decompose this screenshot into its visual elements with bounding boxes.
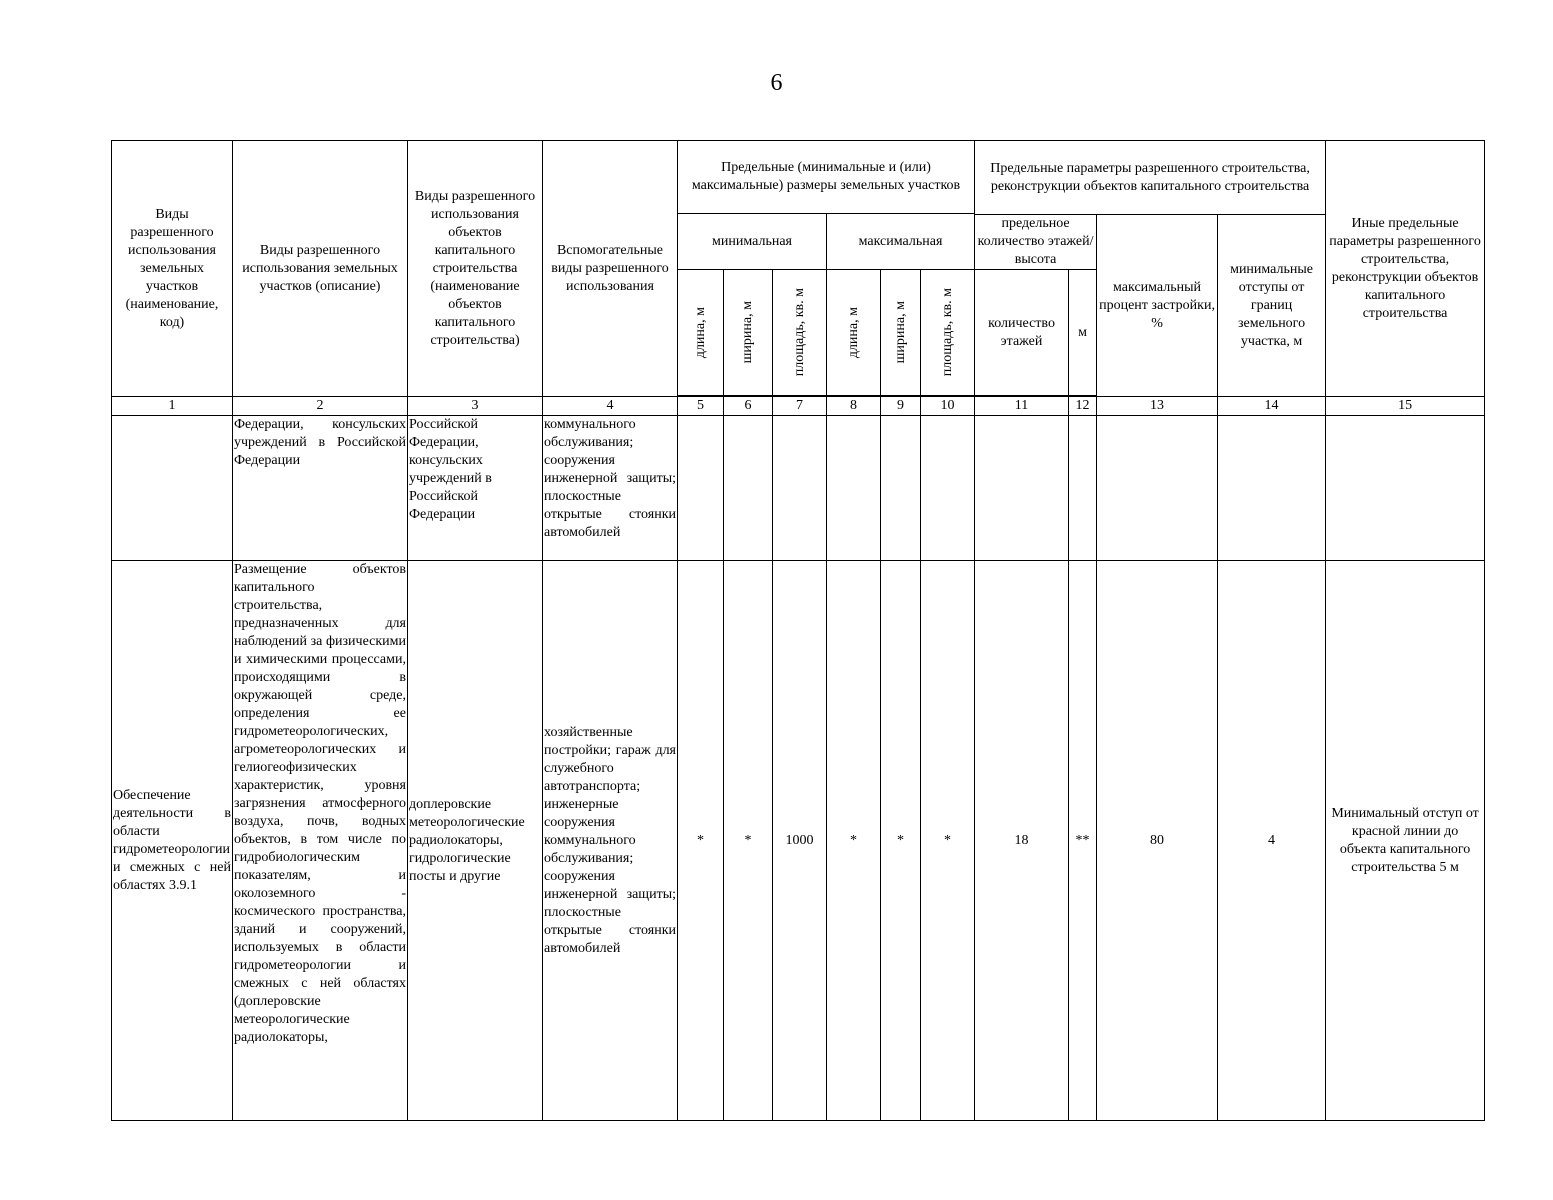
cell-min-length <box>678 416 724 561</box>
column-number: 14 <box>1218 397 1326 416</box>
cell-max-length <box>827 416 881 561</box>
cell-land-use <box>112 416 233 561</box>
cell-other-params <box>1326 416 1485 561</box>
cell-capital-objects: Российской Федерации, консульских учреждений в Российской Федерации <box>408 416 543 561</box>
cell-description: Федерации, консульских учреждений в Российской Федерации <box>233 416 408 561</box>
header-col-auxiliary: Вспомогательные виды разрешенного использования <box>543 141 678 397</box>
zoning-table <box>111 140 1485 1121</box>
header-min-width: ширина, м <box>724 270 773 396</box>
cell-min-length: * <box>678 561 724 1121</box>
column-number: 7 <box>773 397 827 416</box>
cell-max-length: * <box>827 561 881 1121</box>
cell-min-area: 1000 <box>773 561 827 1121</box>
cell-min-width <box>724 416 773 561</box>
cell-land-use: Обеспечение деятельности в области гидрометеорологии и смежных с ней областях 3.9.1 <box>112 561 233 1121</box>
header-max-percent: максимальный процент застройки, % <box>1097 215 1218 397</box>
column-number: 5 <box>678 397 724 416</box>
header-maximal: максимальная <box>827 214 975 270</box>
column-number: 15 <box>1326 397 1485 416</box>
header-max-area: площадь, кв. м <box>921 270 975 396</box>
cell-floors <box>975 416 1069 561</box>
column-number: 9 <box>881 397 921 416</box>
table-row <box>112 561 1485 1121</box>
header-col-land-use: Виды разрешенного использования земельных участков (наименование, код) <box>112 141 233 397</box>
cell-max-percent <box>1097 416 1218 561</box>
header-max-length: длина, м <box>827 270 881 396</box>
header-col-capital-objects: Виды разрешенного использования объектов капитального строительства (наименование объектов капитального строительства) <box>408 141 543 397</box>
header-floors-height: предельное количество этажей/высота <box>975 215 1097 270</box>
column-number: 2 <box>233 397 408 416</box>
header-col-description: Виды разрешенного использования земельных участков (описание) <box>233 141 408 397</box>
cell-capital-objects: доплеровские метеорологические радиолокаторы, гидрологические посты и другие <box>408 561 543 1121</box>
column-number: 13 <box>1097 397 1218 416</box>
cell-description: Размещение объектов капитального строительства, предназначенных для наблюдений за физическими и химическими процессами, происходящими в окружающей среде, определения ее гидрометеорологических, агрометеорологических и гелиогеофизических характеристик, уровня загрязнения атмосферного воздуха, почв, водных объектов, в том числе по гидробиологическим показателям, и околоземного - космического пространства, зданий и сооружений, используемых в области гидрометеорологии и смежных с ней областях (доплеровские метеорологические радиолокаторы, <box>233 561 408 1121</box>
column-numbers-row <box>112 397 1485 416</box>
cell-max-width <box>881 416 921 561</box>
cell-max-area <box>921 416 975 561</box>
cell-floors: 18 <box>975 561 1069 1121</box>
header-other-params: Иные предельные параметры разрешенного строительства, реконструкции объектов капитального строительства <box>1326 141 1485 397</box>
cell-height: ** <box>1069 561 1097 1121</box>
column-number: 6 <box>724 397 773 416</box>
column-number: 3 <box>408 397 543 416</box>
header-plot-sizes: Предельные (минимальные и (или) максимальные) размеры земельных участков <box>678 141 975 214</box>
cell-max-percent: 80 <box>1097 561 1218 1121</box>
header-params: Предельные параметры разрешенного строительства, реконструкции объектов капитального строительства <box>975 141 1326 215</box>
cell-min-setback <box>1218 416 1326 561</box>
cell-min-width: * <box>724 561 773 1121</box>
header-min-length: длина, м <box>678 270 724 396</box>
column-number: 1 <box>112 397 233 416</box>
table-row <box>112 416 1485 561</box>
cell-height <box>1069 416 1097 561</box>
cell-auxiliary: хозяйственные постройки; гараж для служебного автотранспорта; инженерные сооружения коммунального обслуживания; сооружения инженерной защиты; плоскостные открытые стоянки автомобилей <box>543 561 678 1121</box>
cell-min-setback: 4 <box>1218 561 1326 1121</box>
header-min-area: площадь, кв. м <box>773 270 827 396</box>
cell-max-area: * <box>921 561 975 1121</box>
header-minimal: минимальная <box>678 214 827 270</box>
cell-auxiliary: коммунального обслуживания; сооружения инженерной защиты; плоскостные открытые стоянки автомобилей <box>543 416 678 561</box>
column-number: 11 <box>975 397 1069 416</box>
header-floors: количество этажей <box>975 270 1069 396</box>
header-max-width: ширина, м <box>881 270 921 396</box>
column-number: 8 <box>827 397 881 416</box>
cell-min-area <box>773 416 827 561</box>
cell-max-width: * <box>881 561 921 1121</box>
column-number: 12 <box>1069 397 1097 416</box>
header-meters: м <box>1069 270 1097 396</box>
page-number: 6 <box>770 70 783 96</box>
cell-other-params: Минимальный отступ от красной линии до объекта капитального строительства 5 м <box>1326 561 1485 1121</box>
column-number: 4 <box>543 397 678 416</box>
column-number: 10 <box>921 397 975 416</box>
header-min-setback: минимальные отступы от границ земельного участка, м <box>1218 215 1326 397</box>
